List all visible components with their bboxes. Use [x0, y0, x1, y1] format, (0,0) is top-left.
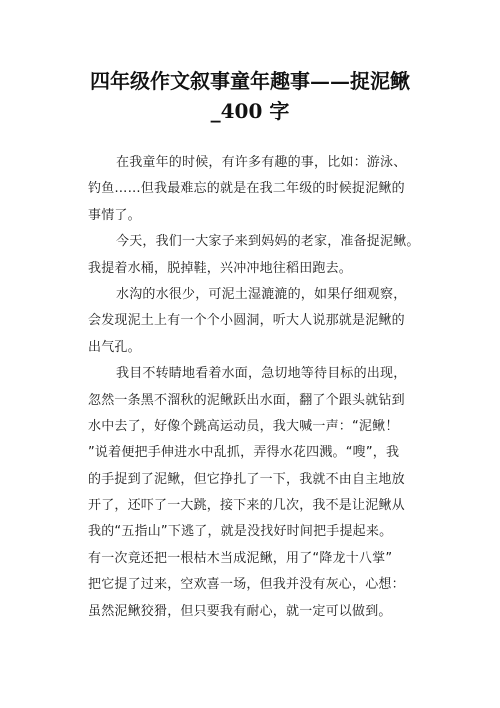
paragraph-line: 我目不转睛地看着水面，急切地等待目标的出现， [116, 366, 407, 382]
paragraph-line: 水沟的水很少，可泥土湿漉漉的，如果仔细观察， [116, 286, 407, 302]
paragraph-line: 虽然泥鳅狡猾，但只要我有耐心，就一定可以做到。 [88, 603, 392, 619]
paragraph-line: 出气孔。 [88, 339, 141, 355]
page-title-continued: _400 字 [210, 99, 290, 123]
paragraph-line: 我提着水桶，脱掉鞋，兴冲冲地往稻田跑去。 [88, 260, 353, 276]
paragraph-line: 我的“五指山”下逃了，就是没找好时间把手提起来。 [88, 524, 393, 540]
paragraph-line: 今天，我们一大家子来到妈妈的老家，准备捉泥鳅。 [116, 234, 420, 250]
paragraph-line: 事情了。 [88, 207, 141, 223]
paragraph-line: 会发现泥土上有一个个小圆洞，听大人说那就是泥鳅的 [88, 313, 405, 329]
page-title: 四年级作文叙事童年趣事——捉泥鳅 [90, 69, 410, 93]
paragraph-line: 水中去了，好像个跳高运动员，我大喊一声：“泥鳅！ [88, 418, 399, 434]
paragraph-line: ”说着便把手伸进水中乱抓，弄得水花四溅。“嗖”，我 [88, 445, 400, 461]
paragraph-line: 钓鱼……但我最难忘的就是在我二年级的时候捉泥鳅的 [88, 181, 405, 197]
paragraph-line: 有一次竟还把一根枯木当成泥鳅，用了“降龙十八掌” [88, 550, 393, 566]
paragraph-line: 的手捉到了泥鳅，但它挣扎了一下，我就不由自主地放 [88, 471, 405, 487]
paragraph-line: 开了，还吓了一大跳，接下来的几次，我不是让泥鳅从 [88, 498, 405, 514]
essay-body [88, 150, 424, 625]
paragraph-line: 在我童年的时候，有许多有趣的事，比如：游泳、 [116, 155, 407, 170]
paragraph-line: 把它提了过来，空欢喜一场，但我并没有灰心，心想： [88, 577, 405, 593]
paragraph-line: 忽然一条黑不溜秋的泥鳅跃出水面，翻了个跟头就钻到 [88, 392, 405, 408]
